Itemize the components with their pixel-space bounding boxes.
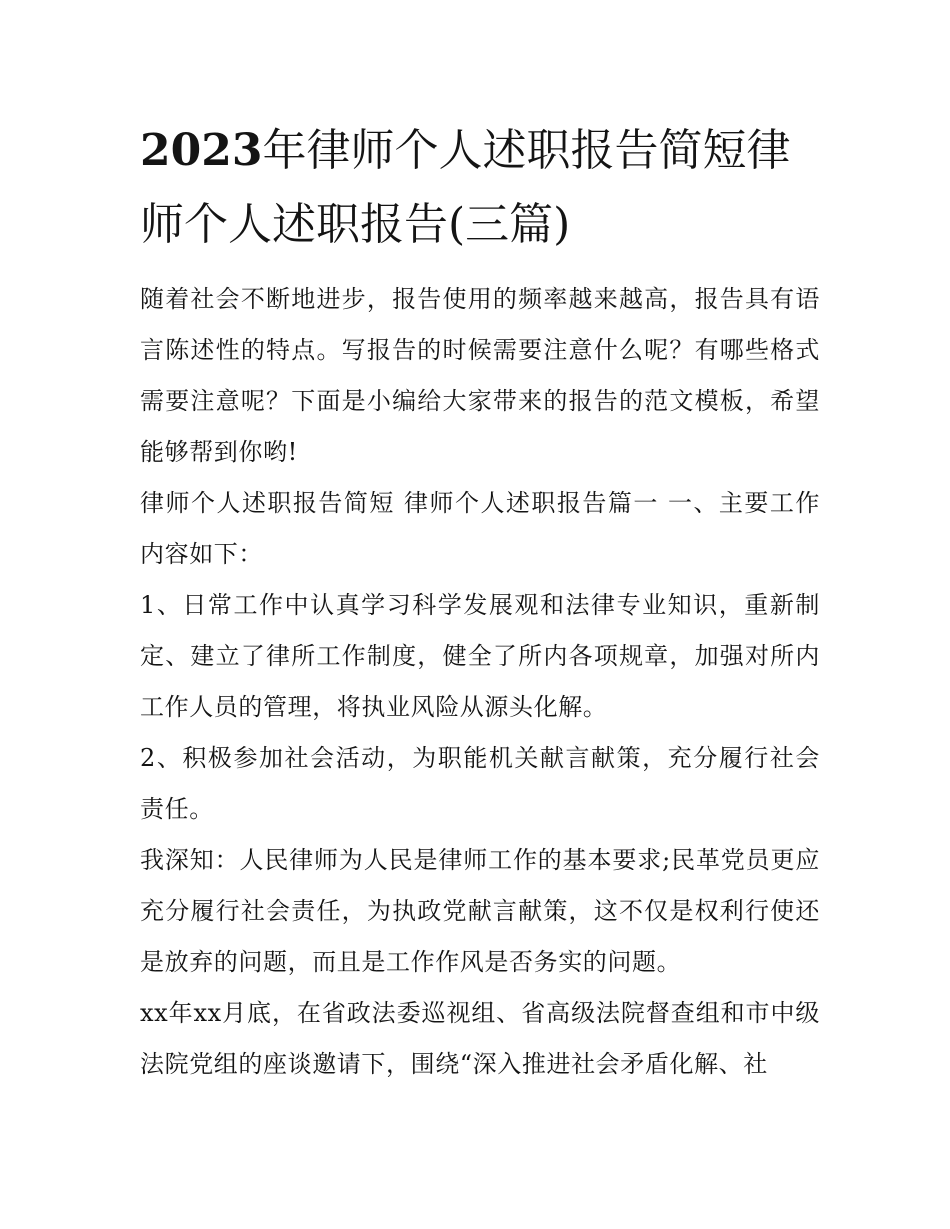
statement-paragraph: 我深知：人民律师为人民是律师工作的基本要求;民革党员更应充分履行社会责任，为执政党献言献策，这不仅是权利行使还是放弃的问题，而且是工作作风是否务实的问题。 — [140, 846, 820, 976]
event-paragraph: xx年xx月底，在省政法委巡视组、省高级法院督查组和市中级法院党组的座谈邀请下，围绕“深入推进社会矛盾化解、社 — [140, 999, 820, 1078]
intro-paragraph: 随着社会不断地进步，报告使用的频率越来越高，报告具有语言陈述性的特点。写报告的时候需要注意什么呢？有哪些格式需要注意呢？下面是小编给大家带来的报告的范文模板，希望能够帮到你哟! — [140, 285, 820, 466]
document-title — [140, 114, 820, 262]
title-year: 2023 — [140, 125, 263, 176]
title-text: 年律师个人述职报告简短律师个人述职报告(三篇) — [140, 125, 791, 250]
section-heading-paragraph: 律师个人述职报告简短 律师个人述职报告篇一 一、主要工作内容如下： — [140, 489, 820, 568]
item-1-paragraph: 1、日常工作中认真学习科学发展观和法律专业知识，重新制定、建立了律所工作制度，健全了所内各项规章，加强对所内工作人员的管理，将执业风险从源头化解。 — [140, 591, 820, 721]
document-body — [140, 274, 820, 1090]
item-2-paragraph: 2、积极参加社会活动，为职能机关献言献策，充分履行社会责任。 — [140, 744, 820, 823]
